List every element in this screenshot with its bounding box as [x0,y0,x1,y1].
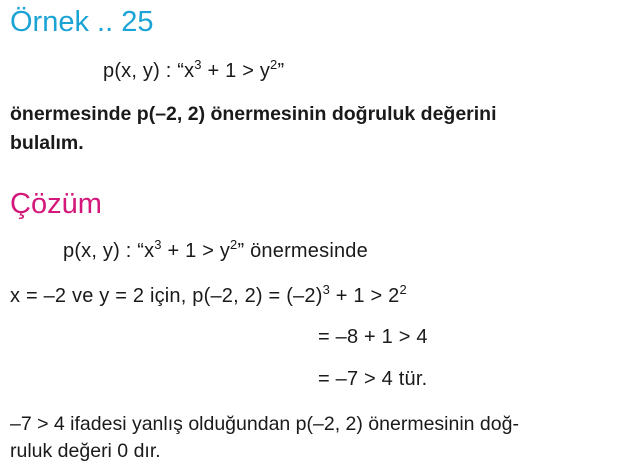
question-line-2: bulalım. [10,132,84,154]
solution-line-1-end: ” önermesinde [237,240,368,262]
solution-line-2-exponent-2: 2 [399,282,407,297]
solution-line-2-a: x = –2 ve y = 2 için, p(–2, 2) = (–2) [10,285,323,307]
conclusion-line-2: ruluk değeri 0 dır. [10,440,161,462]
solution-line-1-prefix: p(x, y) : “x [63,240,155,262]
solution-line-1-exponent-2: 2 [230,237,238,252]
solution-line-2 [10,282,407,308]
solution-line-3: = –8 + 1 > 4 [318,326,428,348]
solution-line-4: = –7 > 4 tür. [318,368,428,390]
statement-exponent-1: 3 [194,57,202,72]
solution-line-2-exponent-1: 3 [322,282,330,297]
solution-line-2-b: + 1 > 2 [330,285,400,307]
conclusion-line-1: –7 > 4 ifadesi yanlış olduğundan p(–2, 2) önermesinin doğ- [10,413,519,435]
statement-end: ” [277,60,285,82]
statement-exponent-2: 2 [270,57,278,72]
example-statement [103,57,285,83]
solution-line-1-middle: + 1 > y [161,240,231,262]
solution-title: Çözüm [10,188,102,220]
statement-prefix: p(x, y) : “x [103,60,195,82]
statement-middle: + 1 > y [201,60,271,82]
solution-line-1 [63,237,368,263]
example-title: Örnek .. 25 [10,6,154,38]
solution-line-1-exponent-1: 3 [154,237,162,252]
question-line-1: önermesinde p(–2, 2) önermesinin doğruluk değerini [10,103,497,125]
